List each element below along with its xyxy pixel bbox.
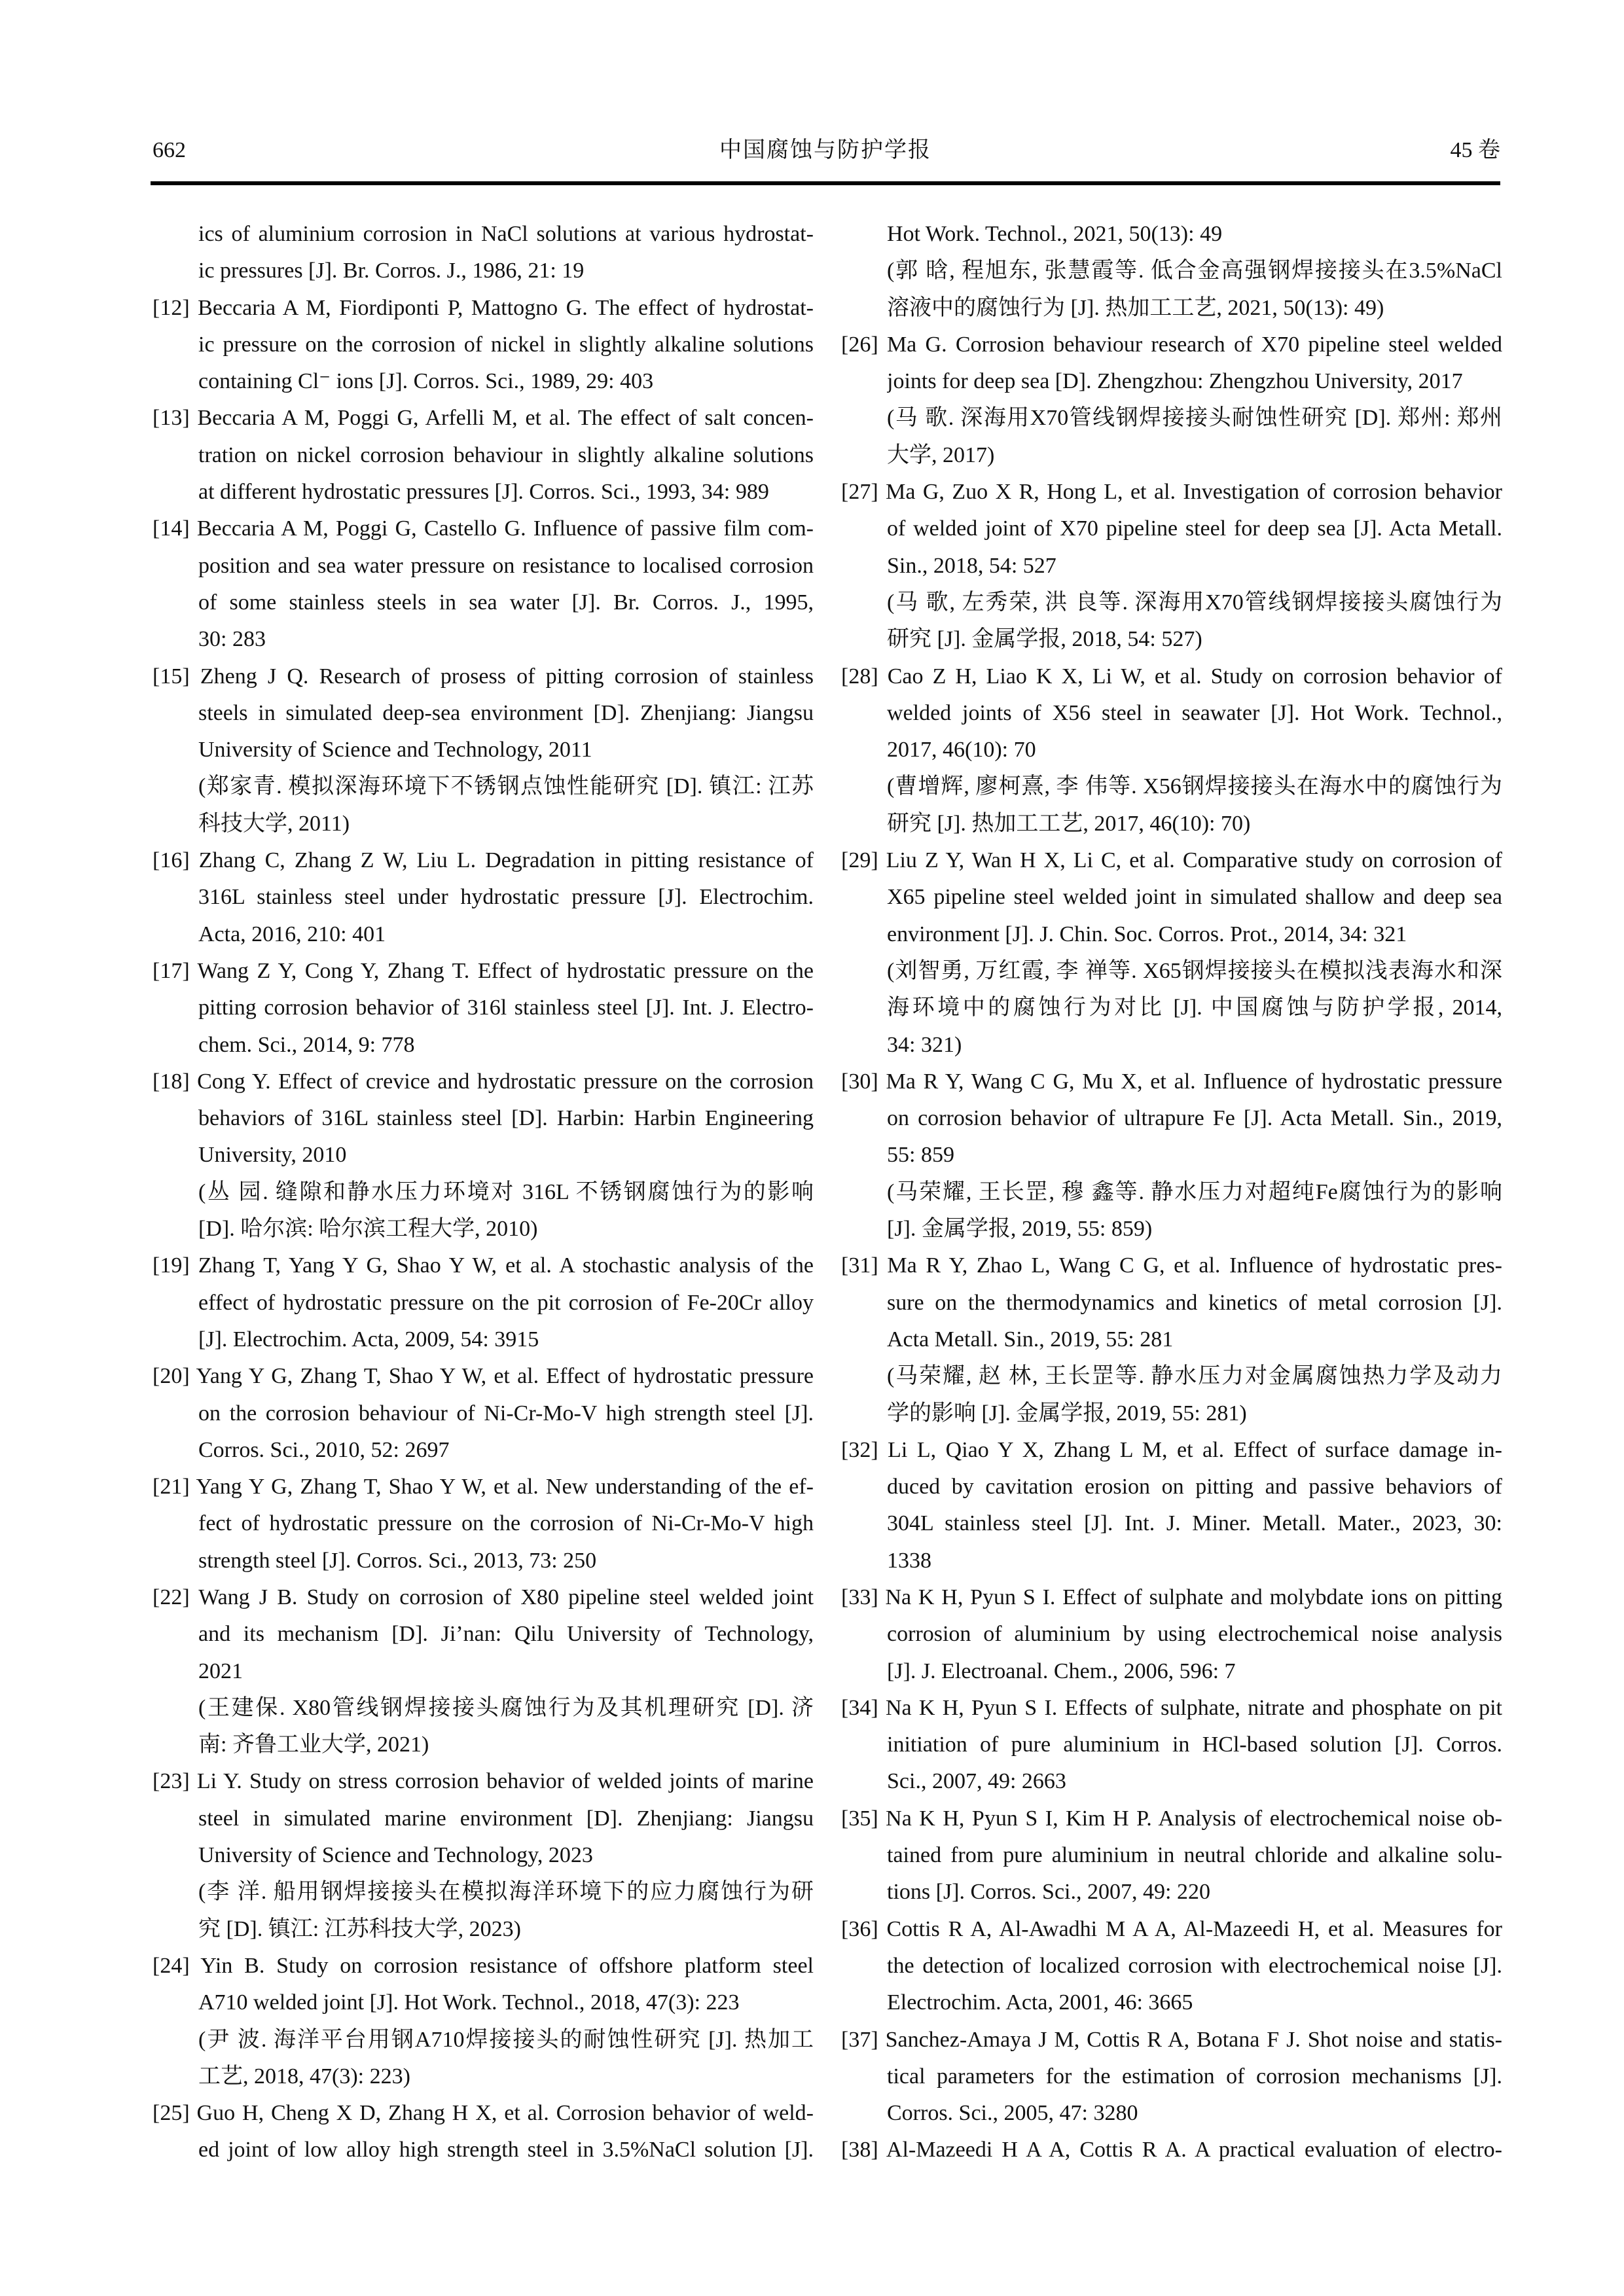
reference-number: [37]: [841, 2027, 878, 2052]
header-rule: [151, 181, 1500, 185]
reference-line: Sci., 2007, 49: 2663: [887, 1769, 1066, 1794]
reference-line: tions [J]. Corros. Sci., 2007, 49: 220: [887, 1880, 1210, 1905]
reference-line: [24] Yin B. Study on corrosion resistance of offshore platform steel: [153, 1953, 814, 1978]
reference-line: environment [J]. J. Chin. Soc. Corros. Prot., 2014, 34: 321: [887, 922, 1407, 946]
reference-line: [13] Beccaria A M, Poggi G, Arfelli M, et al. The effect of salt concen-: [153, 406, 814, 431]
reference-number: [34]: [841, 1695, 878, 1720]
reference-line: X65 pipeline steel welded joint in simulated shallow and deep sea: [887, 885, 1502, 910]
reference-line: [33] Na K H, Pyun S I. Effect of sulphate and molybdate ions on pitting: [841, 1585, 1502, 1609]
reference-number: [19]: [153, 1253, 190, 1278]
reference-line: strength steel [J]. Corros. Sci., 2013, 73: 250: [198, 1548, 597, 1573]
reference-item: [153, 1948, 814, 2095]
reference-number: [13]: [153, 406, 190, 431]
reference-line: ic pressures [J]. Br. Corros. J., 1986, 21: 19: [198, 259, 585, 283]
reference-line: Electrochim. Acta, 2001, 46: 3665: [887, 1990, 1193, 2015]
reference-number: [27]: [841, 480, 878, 505]
reference-number: [20]: [153, 1364, 190, 1389]
reference-number: [24]: [153, 1953, 190, 1978]
reference-line: on the corrosion behaviour of Ni-Cr-Mo-V high strength steel [J].: [198, 1401, 814, 1426]
volume-label: 45 卷: [1450, 138, 1500, 162]
reference-line: [31] Ma R Y, Zhao L, Wang C G, et al. Influence of hydrostatic pres-: [841, 1253, 1502, 1278]
reference-line: at different hydrostatic pressures [J]. Corros. Sci., 1993, 34: 989: [198, 480, 769, 505]
reference-line: [28] Cao Z H, Liao K X, Li W, et al. Study on corrosion behavior of: [841, 664, 1502, 689]
reference-line: [38] Al-Mazeedi H A A, Cottis R A. A practical evaluation of electro-: [841, 2138, 1502, 2162]
reference-number: [14]: [153, 516, 190, 541]
reference-line: [18] Cong Y. Effect of crevice and hydrostatic pressure on the corrosion: [153, 1069, 814, 1094]
reference-line: [22] Wang J B. Study on corrosion of X80 pipeline steel welded joint: [153, 1585, 814, 1609]
reference-line: [29] Liu Z Y, Wan H X, Li C, et al. Comparative study on corrosion of: [841, 848, 1502, 873]
reference-line: 研究 [J]. 金属学报, 2018, 54: 527): [887, 627, 1202, 652]
reference-line: Acta, 2016, 210: 401: [198, 922, 386, 946]
reference-item: [841, 1911, 1502, 2022]
reference-line: University of Science and Technology, 2011: [198, 738, 592, 762]
reference-item: [153, 842, 814, 953]
reference-line: 大学, 2017): [887, 442, 995, 467]
reference-line: steels in simulated deep-sea environment [D]. Zhenjiang: Jiangsu: [198, 700, 814, 725]
references-column-right: [841, 216, 1502, 2169]
reference-line: (马 歌, 左秀荣, 洪 良等. 深海用X70管线钢焊接接头腐蚀行为: [887, 590, 1502, 615]
reference-line: ed joint of low alloy high strength steel in 3.5%NaCl solution [J].: [198, 2138, 814, 2162]
reference-item: [153, 1064, 814, 1247]
reference-line: chem. Sci., 2014, 9: 778: [198, 1032, 415, 1057]
reference-line: welded joints of X56 steel in seawater [J]. Hot Work. Technol.,: [887, 700, 1502, 725]
reference-line: 溶液中的腐蚀行为 [J]. 热加工工艺, 2021, 50(13): 49): [887, 295, 1384, 320]
reference-line: on corrosion behavior of ultrapure Fe [J]. Acta Metall. Sin., 2019,: [887, 1106, 1502, 1131]
reference-item: [841, 216, 1502, 327]
reference-line: [36] Cottis R A, Al-Awadhi M A A, Al-Mazeedi H, et al. Measures for: [841, 1916, 1502, 1941]
reference-item: [153, 2095, 814, 2169]
reference-line: University, 2010: [198, 1143, 347, 1168]
reference-line: [27] Ma G, Zuo X R, Hong L, et al. Investigation of corrosion behavior: [841, 480, 1502, 505]
reference-item: [153, 1579, 814, 1763]
reference-line: [23] Li Y. Study on stress corrosion behavior of welded joints of marine: [153, 1769, 814, 1794]
reference-item: [841, 1432, 1502, 1579]
reference-line: 南: 齐鲁工业大学, 2021): [198, 1732, 429, 1757]
reference-line: (曹增辉, 廖柯熹, 李 伟等. X56钢焊接接头在海水中的腐蚀行为: [887, 774, 1502, 799]
reference-item: [153, 1247, 814, 1358]
reference-number: [32]: [841, 1437, 878, 1462]
reference-line: pitting corrosion behavior of 316l stainless steel [J]. Int. J. Electro-: [198, 996, 814, 1020]
reference-line: position and sea water pressure on resistance to localised corrosion: [198, 553, 814, 578]
reference-line: (马荣耀, 王长罡, 穆 鑫等. 静水压力对超纯Fe腐蚀行为的影响: [887, 1179, 1502, 1204]
reference-number: [38]: [841, 2138, 878, 2162]
reference-line: 34: 321): [887, 1032, 962, 1057]
reference-line: [35] Na K H, Pyun S I, Kim H P. Analysis of electrochemical noise ob-: [841, 1806, 1502, 1831]
reference-line: [19] Zhang T, Yang Y G, Shao Y W, et al. A stochastic analysis of the: [153, 1253, 814, 1278]
reference-line: [J]. 金属学报, 2019, 55: 859): [887, 1217, 1153, 1242]
reference-line: and its mechanism [D]. Ji’nan: Qilu University of Technology,: [198, 1622, 814, 1647]
reference-line: fect of hydrostatic pressure on the corrosion of Ni-Cr-Mo-V high: [198, 1511, 814, 1536]
reference-item: [841, 1690, 1502, 1801]
reference-line: [14] Beccaria A M, Poggi G, Castello G. Influence of passive film com-: [153, 516, 814, 541]
reference-number: [25]: [153, 2101, 190, 2126]
reference-line: (李 洋. 船用钢焊接接头在模拟海洋环境下的应力腐蚀行为研: [198, 1880, 814, 1905]
reference-line: [15] Zheng J Q. Research of prosess of pitting corrosion of stainless: [153, 664, 814, 689]
reference-number: [31]: [841, 1253, 878, 1278]
reference-item: [841, 1064, 1502, 1247]
reference-number: [18]: [153, 1069, 190, 1094]
reference-line: tical parameters for the estimation of corrosion mechanisms [J].: [887, 2064, 1502, 2089]
reference-line: containing Cl⁻ ions [J]. Corros. Sci., 1989, 29: 403: [198, 369, 654, 394]
reference-number: [30]: [841, 1069, 878, 1094]
reference-line: 研究 [J]. 热加工工艺, 2017, 46(10): 70): [887, 811, 1251, 836]
reference-line: 2021: [198, 1659, 243, 1683]
reference-line: (王建保. X80管线钢焊接接头腐蚀行为及其机理研究 [D]. 济: [198, 1695, 814, 1720]
reference-number: [28]: [841, 664, 878, 689]
reference-line: [20] Yang Y G, Zhang T, Shao Y W, et al. Effect of hydrostatic pressure: [153, 1364, 814, 1389]
reference-line: [D]. 哈尔滨: 哈尔滨工程大学, 2010): [198, 1217, 538, 1242]
reference-line: 1338: [887, 1548, 931, 1573]
reference-line: ics of aluminium corrosion in NaCl solutions at various hydrostat-: [198, 222, 814, 246]
reference-line: [16] Zhang C, Zhang Z W, Liu L. Degradation in pitting resistance of: [153, 848, 814, 873]
reference-line: 2017, 46(10): 70: [887, 738, 1036, 762]
reference-line: (郑家青. 模拟深海环境下不锈钢点蚀性能研究 [D]. 镇江: 江苏: [198, 774, 814, 799]
reference-line: effect of hydrostatic pressure on the pit corrosion of Fe-20Cr alloy: [198, 1290, 814, 1315]
reference-line: [26] Ma G. Corrosion behaviour research of X70 pipeline steel welded: [841, 332, 1502, 357]
reference-number: [26]: [841, 332, 878, 357]
reference-item: [841, 474, 1502, 658]
reference-line: Acta Metall. Sin., 2019, 55: 281: [887, 1327, 1174, 1352]
reference-line: University of Science and Technology, 2023: [198, 1843, 593, 1868]
reference-line: (丛 园. 缝隙和静水压力环境对 316L 不锈钢腐蚀行为的影响: [198, 1179, 814, 1204]
reference-line: [12] Beccaria A M, Fiordiponti P, Mattogno G. The effect of hydrostat-: [153, 295, 814, 320]
reference-item: [841, 1247, 1502, 1431]
reference-line: the detection of localized corrosion with electrochemical noise [J].: [887, 1953, 1502, 1978]
reference-number: [15]: [153, 664, 190, 689]
reference-line: (刘智勇, 万红霞, 李 禅等. X65钢焊接接头在模拟浅表海水和深: [887, 958, 1502, 983]
reference-line: Sin., 2018, 54: 527: [887, 553, 1056, 578]
reference-line: of welded joint of X70 pipeline steel for deep sea [J]. Acta Metall.: [887, 516, 1502, 541]
reference-item: [841, 658, 1502, 842]
reference-item: [841, 2022, 1502, 2132]
reference-number: [33]: [841, 1585, 878, 1609]
reference-line: Corros. Sci., 2010, 52: 2697: [198, 1437, 450, 1462]
reference-line: 海环境中的腐蚀行为对比 [J]. 中国腐蚀与防护学报, 2014,: [887, 996, 1502, 1020]
reference-item: [153, 400, 814, 511]
reference-item: [153, 1358, 814, 1469]
reference-number: [21]: [153, 1475, 190, 1499]
reference-item: [153, 953, 814, 1064]
reference-line: (马荣耀, 赵 林, 王长罡等. 静水压力对金属腐蚀热力学及动力: [887, 1364, 1502, 1389]
reference-item: [153, 1469, 814, 1579]
reference-line: joints for deep sea [D]. Zhengzhou: Zhengzhou University, 2017: [887, 369, 1463, 394]
reference-line: 30: 283: [198, 627, 266, 652]
reference-number: [23]: [153, 1769, 190, 1794]
reference-line: Hot Work. Technol., 2021, 50(13): 49: [887, 222, 1223, 246]
reference-line: 科技大学, 2011): [198, 811, 350, 836]
page-number: 662: [153, 138, 186, 162]
reference-line: 究 [D]. 镇江: 江苏科技大学, 2023): [198, 1916, 521, 1941]
reference-item: [841, 842, 1502, 1064]
reference-line: duced by cavitation erosion on pitting and passive behaviors of: [887, 1475, 1502, 1499]
reference-line: 304L stainless steel [J]. Int. J. Miner. Metall. Mater., 2023, 30:: [887, 1511, 1502, 1536]
reference-item: [153, 658, 814, 842]
reference-line: of some stainless steels in sea water [J]. Br. Corros. J., 1995,: [198, 590, 814, 615]
references-column-left: [153, 216, 814, 2169]
reference-line: 工艺, 2018, 47(3): 223): [198, 2064, 410, 2089]
reference-line: [21] Yang Y G, Zhang T, Shao Y W, et al. New understanding of the ef-: [153, 1475, 814, 1499]
journal-title: 中国腐蚀与防护学报: [719, 138, 931, 162]
reference-line: [30] Ma R Y, Wang C G, Mu X, et al. Influence of hydrostatic pressure: [841, 1069, 1502, 1094]
reference-line: initiation of pure aluminium in HCl-based solution [J]. Corros.: [887, 1732, 1502, 1757]
reference-item: [153, 1763, 814, 1947]
reference-number: [35]: [841, 1806, 878, 1831]
reference-line: 学的影响 [J]. 金属学报, 2019, 55: 281): [887, 1401, 1247, 1426]
reference-line: Corros. Sci., 2005, 47: 3280: [887, 2101, 1138, 2126]
reference-item: [841, 327, 1502, 474]
reference-line: steel in simulated marine environment [D]. Zhenjiang: Jiangsu: [198, 1806, 814, 1831]
reference-line: [32] Li L, Qiao Y X, Zhang L M, et al. Effect of surface damage in-: [841, 1437, 1502, 1462]
reference-line: (尹 波. 海洋平台用钢A710焊接接头的耐蚀性研究 [J]. 热加工: [198, 2027, 814, 2052]
reference-line: corrosion of aluminium by using electrochemical noise analysis: [887, 1622, 1502, 1647]
reference-line: [25] Guo H, Cheng X D, Zhang H X, et al. Corrosion behavior of weld-: [153, 2101, 814, 2126]
reference-item: [153, 216, 814, 290]
reference-line: A710 welded joint [J]. Hot Work. Technol., 2018, 47(3): 223: [198, 1990, 740, 2015]
reference-line: [17] Wang Z Y, Cong Y, Zhang T. Effect of hydrostatic pressure on the: [153, 958, 814, 983]
reference-item: [841, 1579, 1502, 1690]
reference-item: [153, 511, 814, 658]
reference-number: [16]: [153, 848, 190, 873]
reference-number: [29]: [841, 848, 878, 873]
reference-line: 55: 859: [887, 1143, 954, 1168]
reference-item: [153, 290, 814, 401]
reference-line: tained from pure aluminium in neutral chloride and alkaline solu-: [887, 1843, 1502, 1868]
reference-number: [17]: [153, 958, 190, 983]
reference-line: (马 歌. 深海用X70管线钢焊接接头耐蚀性研究 [D]. 郑州: 郑州: [887, 406, 1502, 431]
reference-line: behaviors of 316L stainless steel [D]. Harbin: Harbin Engineering: [198, 1106, 814, 1131]
reference-line: [37] Sanchez-Amaya J M, Cottis R A, Botana F J. Shot noise and statis-: [841, 2027, 1502, 2052]
reference-number: [12]: [153, 295, 190, 320]
reference-line: [J]. Electrochim. Acta, 2009, 54: 3915: [198, 1327, 539, 1352]
reference-line: sure on the thermodynamics and kinetics of metal corrosion [J].: [887, 1290, 1502, 1315]
reference-item: [841, 1801, 1502, 1911]
reference-number: [22]: [153, 1585, 190, 1609]
reference-line: 316L stainless steel under hydrostatic pressure [J]. Electrochim.: [198, 885, 814, 910]
reference-line: (郭 晗, 程旭东, 张慧霞等. 低合金高强钢焊接接头在3.5%NaCl: [887, 259, 1502, 283]
reference-line: [J]. J. Electroanal. Chem., 2006, 596: 7: [887, 1659, 1236, 1683]
reference-line: ic pressure on the corrosion of nickel in slightly alkaline solutions: [198, 332, 814, 357]
reference-item: [841, 2132, 1502, 2168]
reference-number: [36]: [841, 1916, 878, 1941]
reference-line: tration on nickel corrosion behaviour in slightly alkaline solutions: [198, 442, 814, 467]
reference-line: [34] Na K H, Pyun S I. Effects of sulphate, nitrate and phosphate on pit: [841, 1695, 1502, 1720]
